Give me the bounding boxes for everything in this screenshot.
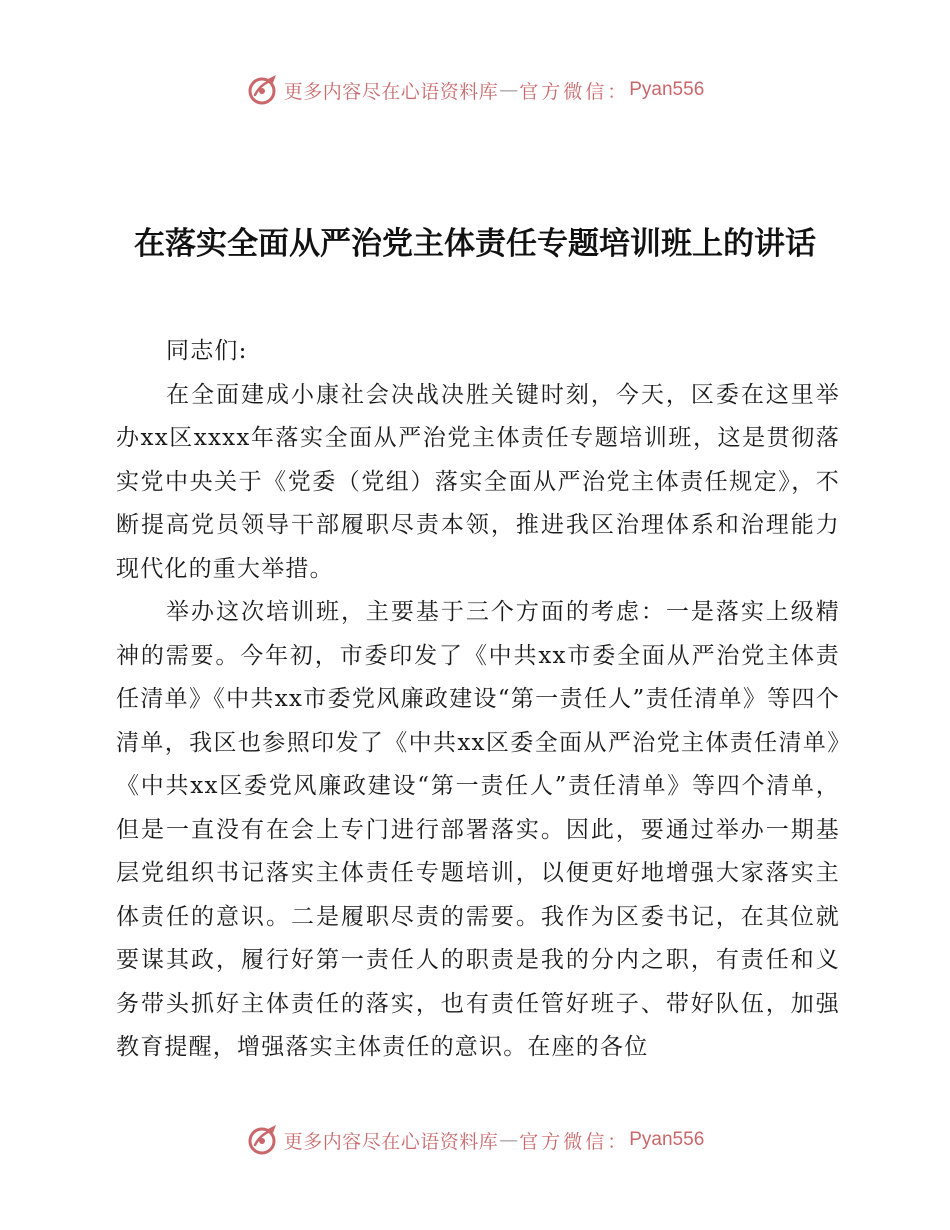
banner-slogan: 更多内容尽在心语资料库 — [283, 1130, 499, 1153]
pen-logo-icon — [246, 73, 280, 107]
banner-wechat-label: 官方微信： — [519, 1130, 630, 1153]
document-body — [116, 330, 840, 1070]
document-title: 在落实全面从严治党主体责任专题培训班上的讲话 — [134, 226, 816, 262]
paragraph: 举办这次培训班，主要基于三个方面的考虑：一是落实上级精神的需要。今年初，市委印发了《中共xx市委全面从严治党主体责任清单》《中共xx市委党风廉政建设“第一责任人”责任清单》等四个清单，我区也参照印发了《中共xx区委全面从严治党主体责任清单》《中共xx区委党风廉政建设“第一责任人”责任清单》等四个清单，但是一直没有在会上专门进行部署落实。因此，要通过举办一期基层党组织书记落实主体责任专题培训，以便更好地增强大家落实主体责任的意识。二是履职尽责的需要。我作为区委书记，在其位就要谋其政，履行好第一责任人的职责是我的分内之职，有责任和义务带头抓好主体责任的落实，也有责任管好班子、带好队伍，加强教育提醒，增强落实主体责任的意识。在座的各位 — [116, 599, 840, 1060]
banner-wechat-id: Pyan556 — [629, 1129, 705, 1150]
banner-separator: — — [499, 1129, 519, 1151]
banner-separator: — — [499, 79, 519, 101]
header-banner — [0, 70, 950, 110]
paragraph: 在全面建成小康社会决战决胜关键时刻，今天，区委在这里举办xx区xxxx年落实全面从严治党主体责任专题培训班，这是贯彻落实党中央关于《党委（党组）落实全面从严治党主体责任规定》，不断提高党员领导干部履职尽责本领，推进我区治理体系和治理能力现代化的重大举措。 — [116, 381, 840, 582]
pen-logo-icon — [246, 1123, 280, 1157]
banner-wechat-label: 官方微信： — [519, 80, 630, 103]
banner-wechat-id: Pyan556 — [629, 79, 705, 100]
banner-slogan: 更多内容尽在心语资料库 — [283, 80, 499, 103]
salutation: 同志们: — [166, 338, 248, 364]
footer-banner — [0, 1120, 950, 1160]
